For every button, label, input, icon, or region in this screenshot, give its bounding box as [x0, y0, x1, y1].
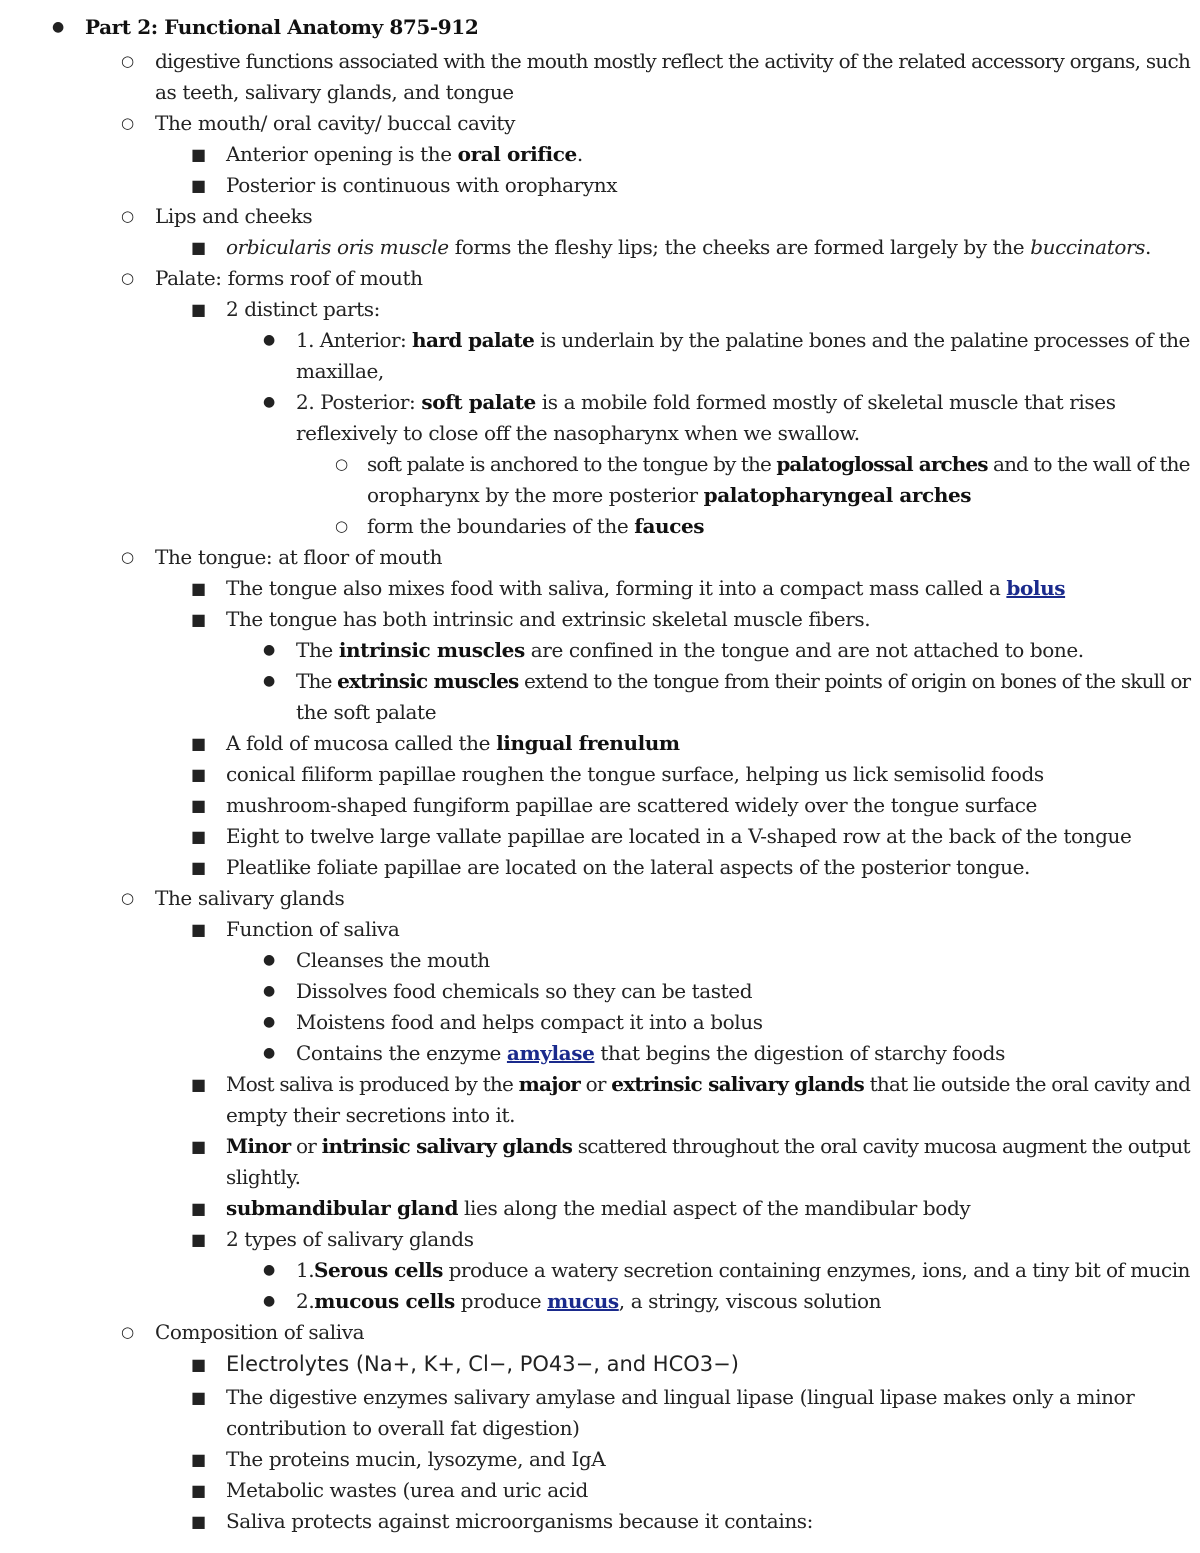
list-item-text [296, 1286, 881, 1317]
text-run: lies along the medial aspect of the mandibular body [458, 1196, 971, 1220]
text-run: Cleanses the mouth [296, 948, 490, 972]
list-item-text [226, 1162, 301, 1193]
list-item-text [296, 1038, 1005, 1069]
square-bullet-icon: ■ [191, 176, 206, 195]
circle-bullet-icon: ○ [335, 455, 348, 473]
text-run: maxillae, [296, 359, 384, 383]
text-run: the soft palate [296, 700, 437, 724]
bold-term: intrinsic muscles [338, 638, 525, 662]
bold-term: lingual frenulum [496, 731, 680, 755]
bold-term: hard palate [412, 328, 535, 352]
text-run: The proteins mucin, lysozyme, and IgA [226, 1447, 606, 1471]
list-item-text [155, 46, 1190, 77]
list-item-text [226, 728, 680, 759]
bold-term: palatoglossal arches [776, 452, 988, 476]
square-bullet-icon: ■ [191, 579, 206, 598]
text-run: . [576, 142, 583, 166]
disc-bullet-icon: ● [263, 1262, 275, 1278]
circle-bullet-icon: ○ [121, 1323, 134, 1341]
list-item-text [296, 697, 436, 728]
disc-bullet-icon: ● [263, 642, 275, 658]
text-run: Moistens food and helps compact it into a bolus [296, 1010, 763, 1034]
text-run: 2. [296, 1289, 315, 1313]
square-bullet-icon: ■ [191, 1512, 206, 1531]
electrolytes-text: Electrolytes (Na+, K+, Cl−, PO43−, and HCO3−) [226, 1352, 739, 1376]
circle-bullet-icon: ○ [335, 517, 348, 535]
text-run: The [296, 638, 339, 662]
bold-term: major [518, 1072, 581, 1096]
italic-term: orbicularis oris muscle [226, 235, 449, 259]
text-run: The tongue also mixes food with saliva, forming it into a compact mass called a [226, 576, 1007, 600]
bold-term: submandibular gland [226, 1196, 459, 1220]
bold-term: extrinsic muscles [337, 669, 519, 693]
text-run: extend to the tongue from their points of origin on bones of the skull or [518, 669, 1191, 693]
list-item-text [226, 759, 1044, 790]
list-item-text [226, 1193, 970, 1224]
square-bullet-icon: ■ [191, 238, 206, 257]
text-run: is a mobile fold formed mostly of skeletal muscle that rises [535, 390, 1116, 414]
text-run: Eight to twelve large vallate papillae are located in a V-shaped row at the back of the tongue [226, 824, 1132, 848]
square-bullet-icon: ■ [191, 1388, 206, 1407]
list-item-text [226, 294, 380, 325]
square-bullet-icon: ■ [191, 1355, 206, 1374]
circle-bullet-icon: ○ [121, 548, 134, 566]
list-item-text [155, 883, 344, 914]
italic-term: buccinators [1030, 235, 1145, 259]
text-run: 2 types of salivary glands [226, 1227, 474, 1251]
list-item-text [367, 449, 1190, 480]
bold-term: soft palate [421, 390, 536, 414]
circle-bullet-icon: ○ [121, 114, 134, 132]
list-item-text [155, 201, 312, 232]
text-run: The [296, 669, 338, 693]
list-item-text [296, 325, 1190, 356]
list-item-text [226, 604, 870, 635]
text-run: reflexively to close off the nasopharynx when we swallow. [296, 421, 860, 445]
text-run: Dissolves food chemicals so they can be tasted [296, 979, 753, 1003]
square-bullet-icon: ■ [191, 1075, 206, 1094]
square-bullet-icon: ■ [191, 796, 206, 815]
text-run: The digestive enzymes salivary amylase and lingual lipase (lingual lipase makes only a minor [226, 1385, 1135, 1409]
list-item-text [226, 852, 1030, 883]
text-run: . [1145, 235, 1151, 259]
text-run: empty their secretions into it. [226, 1103, 516, 1127]
bold-term: extrinsic salivary glands [611, 1072, 864, 1096]
text-run: as teeth, salivary glands, and tongue [155, 80, 514, 104]
disc-bullet-icon: ● [263, 332, 275, 348]
text-run: Pleatlike foliate papillae are located on the lateral aspects of the posterior tongue. [226, 855, 1031, 879]
text-run: , a stringy, viscous solution [618, 1289, 882, 1313]
text-run: Anterior opening is the [226, 142, 458, 166]
term-link[interactable]: mucus [547, 1289, 619, 1313]
text-run: oropharynx by the more posterior [367, 483, 704, 507]
disc-bullet-icon: ● [263, 1045, 275, 1061]
list-item-text [226, 170, 617, 201]
bold-term: oral orifice [457, 142, 577, 166]
text-run: Function of saliva [226, 917, 400, 941]
list-item-text [226, 1100, 515, 1131]
square-bullet-icon: ■ [191, 920, 206, 939]
list-item-text [226, 790, 1037, 821]
text-run: slightly. [226, 1165, 301, 1189]
list-item-text [226, 573, 1065, 604]
list-item-text [226, 1131, 1190, 1162]
text-run: Composition of saliva [155, 1320, 365, 1344]
list-item-text [155, 77, 514, 108]
list-item-text [296, 945, 490, 976]
disc-bullet-icon: ● [263, 394, 275, 410]
bold-term: fauces [634, 514, 705, 538]
square-bullet-icon: ■ [191, 827, 206, 846]
square-bullet-icon: ■ [191, 734, 206, 753]
list-item-text [296, 976, 752, 1007]
list-item-text [226, 1506, 813, 1537]
text-run: 1. Anterior: [296, 328, 412, 352]
list-item-text [155, 108, 515, 139]
disc-bullet-icon: ● [263, 952, 275, 968]
circle-bullet-icon: ○ [121, 269, 134, 287]
bold-term: Serous cells [314, 1258, 443, 1282]
text-run: produce [454, 1289, 548, 1313]
square-bullet-icon: ■ [191, 1199, 206, 1218]
bold-term: Part 2: Functional Anatomy 875-912 [85, 15, 479, 39]
circle-bullet-icon: ○ [121, 52, 134, 70]
list-item-text [296, 666, 1190, 697]
text-run: form the boundaries of the [367, 514, 635, 538]
text-run: 2. Posterior: [296, 390, 422, 414]
disc-bullet-icon: ● [263, 1293, 275, 1309]
text-run: produce a watery secretion containing enzymes, ions, and a tiny bit of mucin [442, 1258, 1190, 1282]
text-run: that begins the digestion of starchy foods [594, 1041, 1005, 1065]
square-bullet-icon: ■ [191, 300, 206, 319]
square-bullet-icon: ■ [191, 765, 206, 784]
square-bullet-icon: ■ [191, 145, 206, 164]
list-item-text [296, 1007, 763, 1038]
text-run: or [580, 1072, 612, 1096]
list-item-text [155, 542, 442, 573]
text-run: Most saliva is produced by the [226, 1072, 519, 1096]
text-run: Palate: forms roof of mouth [155, 266, 423, 290]
text-run: 2 distinct parts: [226, 297, 380, 321]
text-run: The tongue: at floor of mouth [155, 545, 443, 569]
disc-bullet-icon: ● [263, 1014, 275, 1030]
list-item-text [85, 12, 478, 43]
list-item-text [296, 356, 384, 387]
text-run: contribution to overall fat digestion) [226, 1416, 580, 1440]
text-run: that lie outside the oral cavity and [863, 1072, 1191, 1096]
text-run: 1. [296, 1258, 315, 1282]
list-item-text [226, 1413, 580, 1444]
text-run: mushroom-shaped fungiform papillae are scattered widely over the tongue surface [226, 793, 1037, 817]
disc-bullet-icon: ● [52, 19, 64, 35]
list-item-text [155, 1317, 364, 1348]
list-item-text [226, 1069, 1190, 1100]
list-item-text [296, 387, 1116, 418]
list-item-text [226, 1475, 588, 1506]
list-item-text [296, 1255, 1190, 1286]
text-run: A fold of mucosa called the [226, 731, 497, 755]
list-item-text [226, 1349, 739, 1380]
list-item-text [226, 1382, 1134, 1413]
text-run: scattered throughout the oral cavity mucosa augment the output [572, 1134, 1190, 1158]
text-run: Metabolic wastes (urea and uric acid [226, 1478, 588, 1502]
list-item-text [226, 914, 399, 945]
bold-term: intrinsic salivary glands [321, 1134, 573, 1158]
list-item-text [226, 232, 1151, 263]
list-item-text [226, 821, 1131, 852]
text-run: is underlain by the palatine bones and the palatine processes of the [534, 328, 1190, 352]
text-run: Contains the enzyme [296, 1041, 507, 1065]
list-item-text [367, 511, 704, 542]
text-run: The mouth/ oral cavity/ buccal cavity [155, 111, 515, 135]
list-item-text [296, 635, 1084, 666]
square-bullet-icon: ■ [191, 1481, 206, 1500]
text-run: The tongue has both intrinsic and extrinsic skeletal muscle fibers. [226, 607, 871, 631]
bold-term: palatopharyngeal arches [703, 483, 972, 507]
list-item-text [155, 263, 423, 294]
text-run: and to the wall of the [987, 452, 1190, 476]
square-bullet-icon: ■ [191, 610, 206, 629]
list-item-text [226, 1224, 474, 1255]
list-item-text [226, 139, 583, 170]
text-run: are confined in the tongue and are not attached to bone. [524, 638, 1084, 662]
circle-bullet-icon: ○ [121, 207, 134, 225]
disc-bullet-icon: ● [263, 983, 275, 999]
text-run: conical filiform papillae roughen the tongue surface, helping us lick semisolid foods [226, 762, 1044, 786]
list-item-text [367, 480, 971, 511]
square-bullet-icon: ■ [191, 858, 206, 877]
bold-term: Minor [226, 1134, 291, 1158]
text-run: The salivary glands [155, 886, 345, 910]
text-run: digestive functions associated with the mouth mostly reflect the activity of the related accessory organs, such [155, 49, 1191, 73]
term-link[interactable]: amylase [506, 1041, 595, 1065]
square-bullet-icon: ■ [191, 1230, 206, 1249]
list-item-text [226, 1444, 605, 1475]
circle-bullet-icon: ○ [121, 889, 134, 907]
disc-bullet-icon: ● [263, 673, 275, 689]
text-run: forms the fleshy lips; the cheeks are formed largely by the [448, 235, 1031, 259]
bold-term: mucous cells [314, 1289, 455, 1313]
term-link[interactable]: bolus [1006, 576, 1066, 600]
list-item-text [296, 418, 860, 449]
text-run: or [290, 1134, 322, 1158]
text-run: Posterior is continuous with oropharynx [226, 173, 618, 197]
text-run: Saliva protects against microorganisms because it contains: [226, 1509, 813, 1533]
square-bullet-icon: ■ [191, 1137, 206, 1156]
text-run: Lips and cheeks [155, 204, 313, 228]
text-run: soft palate is anchored to the tongue by the [367, 452, 777, 476]
square-bullet-icon: ■ [191, 1450, 206, 1469]
